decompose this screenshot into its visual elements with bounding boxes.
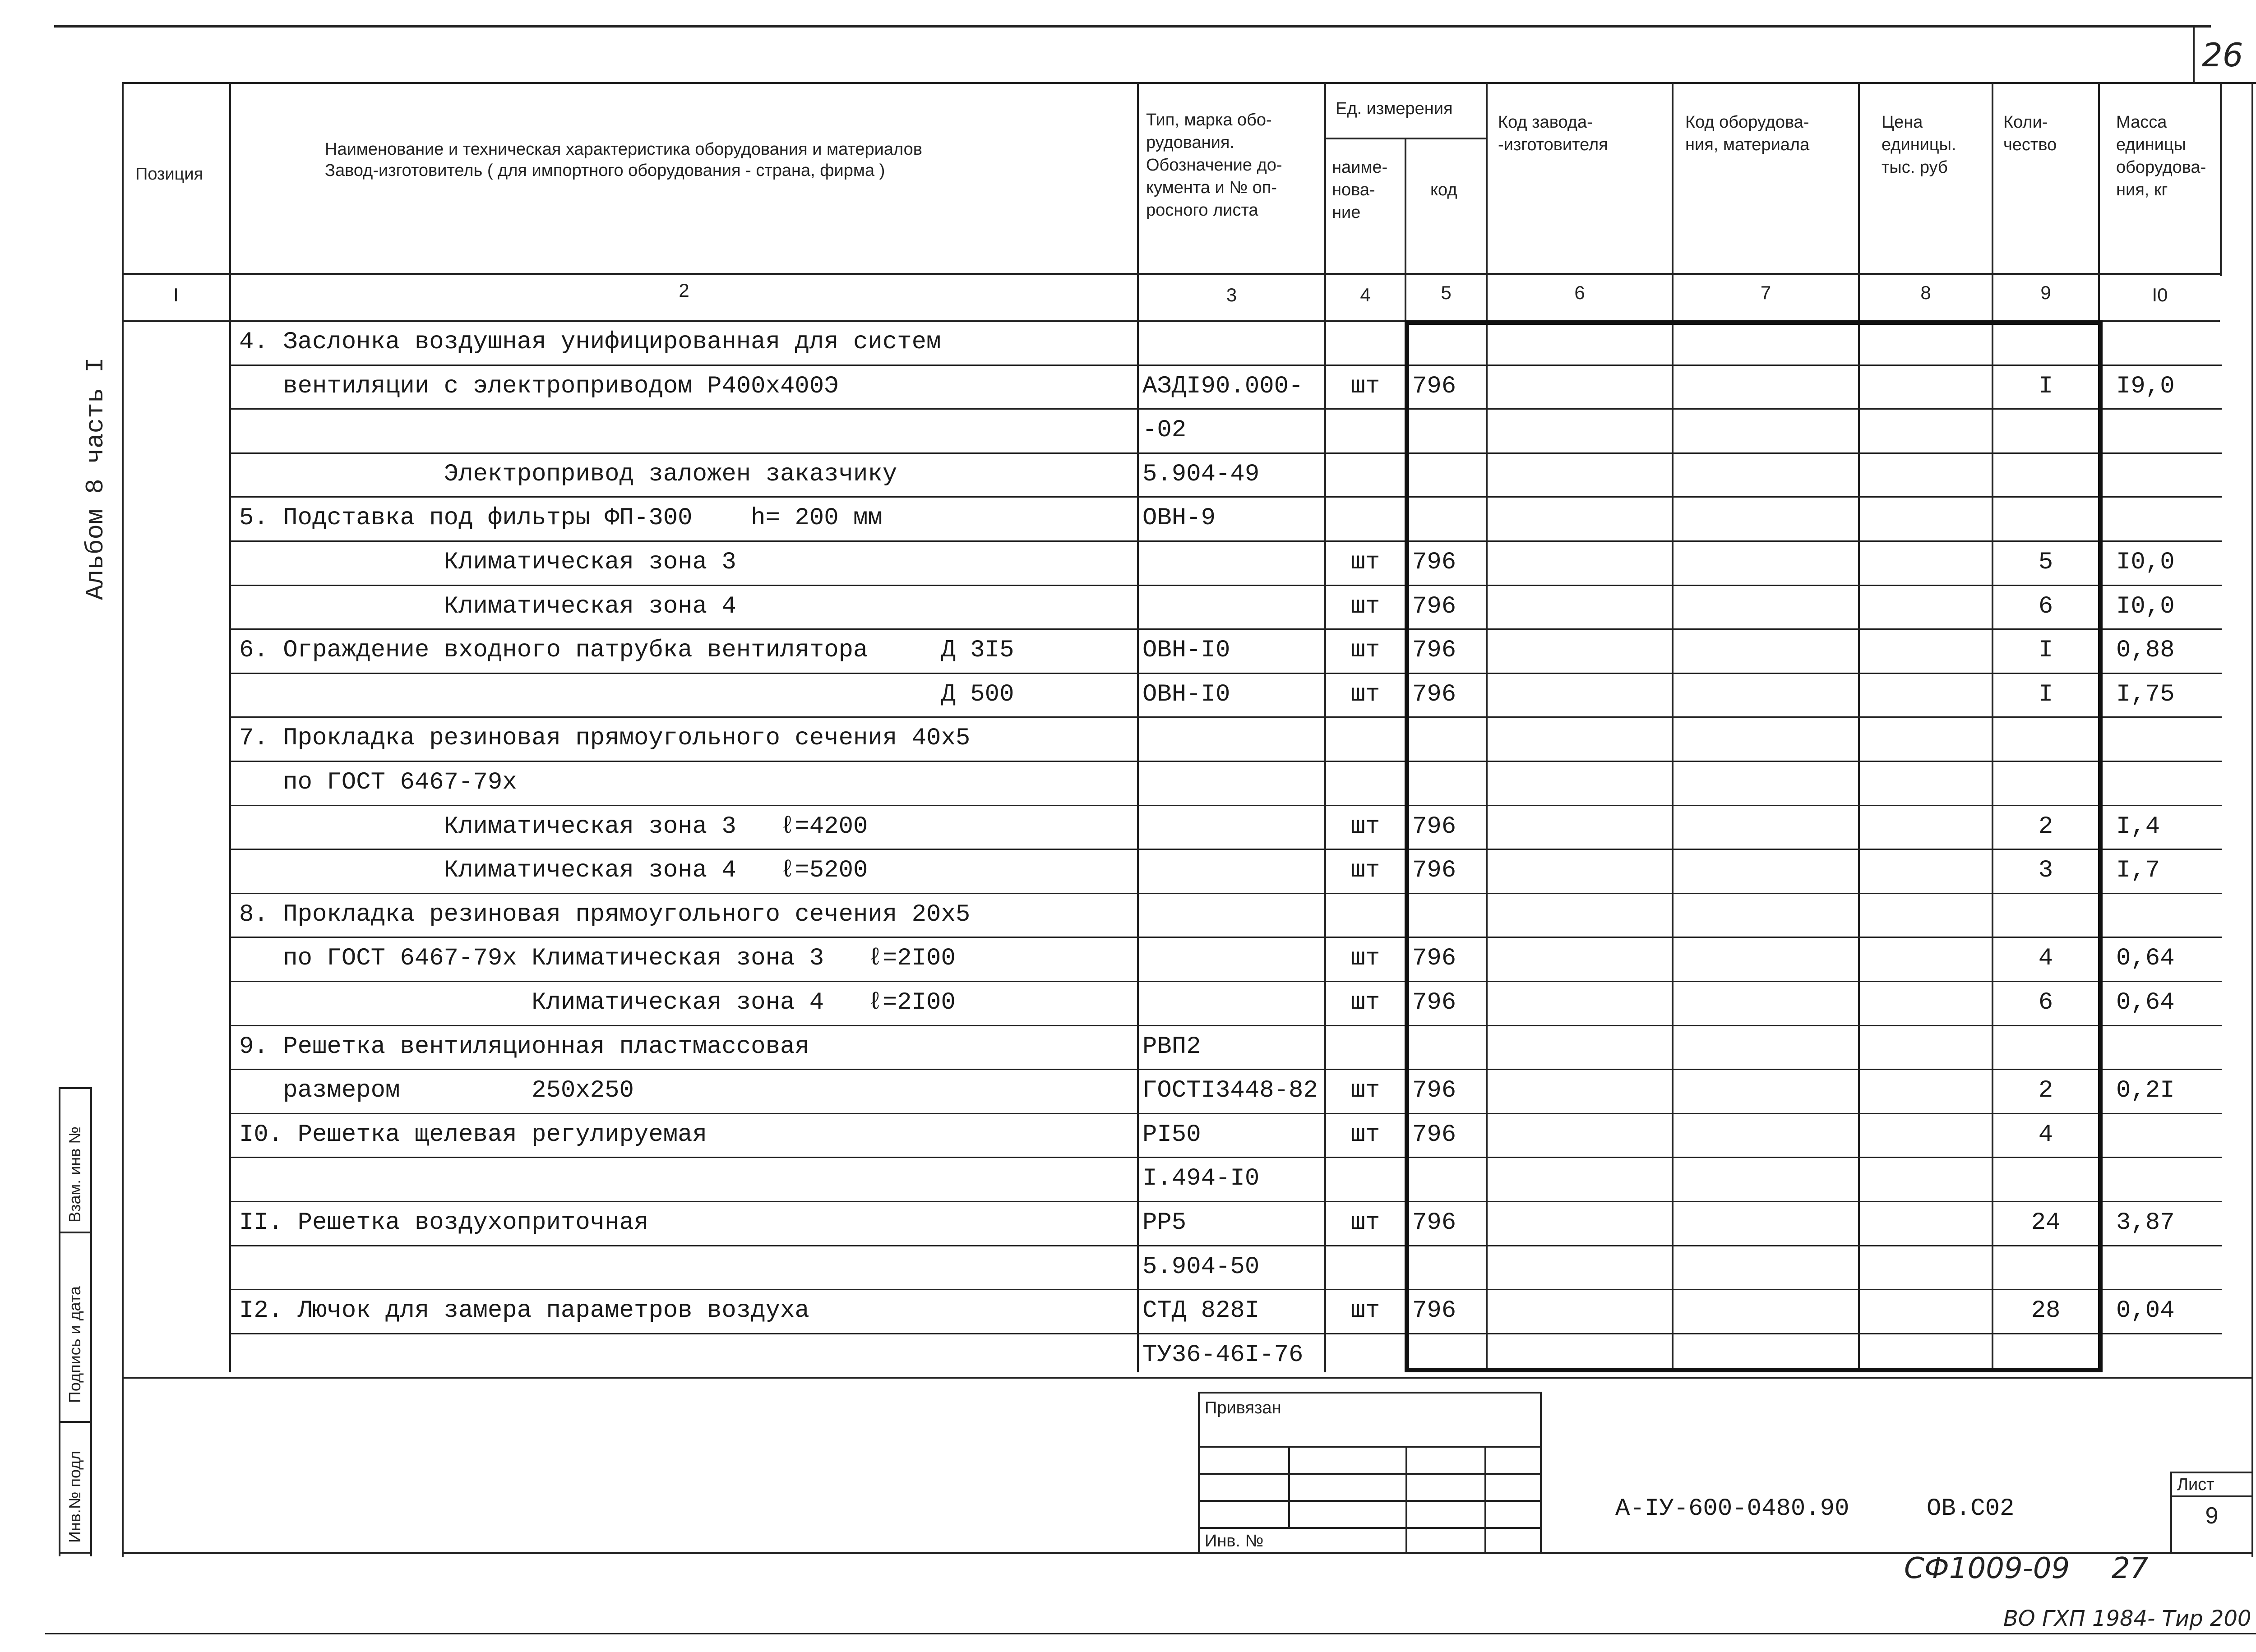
header-equip-l1: Код оборудова- <box>1685 113 1809 132</box>
cell-mass: 0,64 <box>2116 989 2175 1016</box>
colnum-8: 8 <box>1920 282 1931 303</box>
stamp-col3 <box>1484 1446 1486 1554</box>
header-unit-name-l3: ние <box>1332 203 1361 222</box>
colnum-9: 9 <box>2040 282 2051 303</box>
thick-box-right <box>2098 320 2103 1371</box>
col-divider-10 <box>2220 82 2222 276</box>
row-line <box>229 716 2222 718</box>
cell-unit: шт <box>1350 857 1380 885</box>
cell-type: 5.904-50 <box>1142 1253 1260 1281</box>
margin-strip-right <box>90 1087 92 1556</box>
cell-mass: I,4 <box>2116 812 2160 840</box>
colnum-3: 3 <box>1226 284 1237 305</box>
cell-name: Климатическая зона 3 <box>239 549 736 576</box>
thick-box-top <box>1405 320 2098 325</box>
colnum-10: I0 <box>2152 284 2168 305</box>
cell-qty: I <box>2038 372 2053 400</box>
cell-unit: шт <box>1350 1121 1380 1149</box>
header-mass-l4: ния, кг <box>2116 180 2168 199</box>
colnum-5: 5 <box>1441 282 1452 303</box>
cell-type: ОВН-I0 <box>1142 680 1230 708</box>
stamp-inv-no: Инв. № <box>1205 1532 1264 1550</box>
cell-name: 5. Подставка под фильтры ФП-300 h= 200 мм <box>239 504 883 532</box>
row-line <box>229 981 2222 982</box>
cell-type: I.494-I0 <box>1142 1165 1260 1193</box>
header-unit-name-l1: наиме- <box>1332 158 1388 177</box>
header-qty-l2: чество <box>2003 135 2057 154</box>
cell-type: РВП2 <box>1142 1033 1201 1061</box>
row-line <box>229 673 2222 674</box>
cell-unit: шт <box>1350 1297 1380 1325</box>
row-line <box>229 1025 2222 1026</box>
cell-qty: 2 <box>2038 1077 2053 1105</box>
cell-code: 796 <box>1412 857 1456 885</box>
cell-type: СТД 828I <box>1142 1297 1260 1325</box>
row-line <box>229 1069 2222 1070</box>
row-line <box>229 1157 2222 1158</box>
col-divider-6 <box>1672 82 1674 1372</box>
header-mass-l1: Масса <box>2116 113 2167 132</box>
cell-code: 796 <box>1412 549 1456 576</box>
cell-qty: 28 <box>2031 1297 2061 1325</box>
cell-type: ГОСТI3448-82 <box>1142 1077 1318 1105</box>
header-equip-l2: ния, материала <box>1685 135 1810 154</box>
cell-name: Климатическая зона 4 <box>239 592 736 620</box>
row-line <box>229 585 2222 586</box>
col-divider-1 <box>229 82 231 1372</box>
col-divider-2 <box>1137 82 1139 1372</box>
cell-code: 796 <box>1412 592 1456 620</box>
cell-code: 796 <box>1412 812 1456 840</box>
cell-name: I2. Лючок для замера параметров воздуха <box>239 1297 809 1325</box>
cell-unit: шт <box>1350 637 1380 664</box>
header-qty-l1: Коли- <box>2003 113 2048 132</box>
cell-code: 796 <box>1412 680 1456 708</box>
header-factory-l1: Код завода- <box>1498 113 1593 132</box>
cell-code: 796 <box>1412 945 1456 973</box>
right-border-line <box>2251 82 2253 1557</box>
cell-mass: I9,0 <box>2116 372 2175 400</box>
stamp-col2 <box>1405 1446 1407 1554</box>
stamp-row4 <box>1198 1527 1541 1529</box>
header-position: Позиция <box>135 165 203 184</box>
cell-type: ОВН-9 <box>1142 504 1216 532</box>
colnum-1: I <box>173 284 179 305</box>
cell-name: Д 500 <box>239 680 1014 708</box>
row-line <box>229 1289 2222 1290</box>
margin-strip-div1 <box>59 1232 92 1233</box>
header-type-l2: рудования. <box>1146 133 1234 152</box>
podpis-label: Подпись и дата <box>65 1286 84 1403</box>
header-unit-code: код <box>1430 180 1457 199</box>
cell-type: ТУ36-46I-76 <box>1142 1341 1304 1369</box>
cell-name: Климатическая зона 4 ℓ=5200 <box>239 857 868 885</box>
row-line <box>229 452 2222 454</box>
vzam-label: Взам. инв № <box>65 1126 84 1223</box>
row-line <box>229 1201 2222 1202</box>
col-divider-7 <box>1858 82 1860 1372</box>
header-type-l4: кумента и № оп- <box>1146 178 1277 197</box>
col-divider-3 <box>1324 82 1326 1372</box>
header-name-line1: Наименование и техническая характеристика оборудования и материалов <box>325 140 922 159</box>
cell-mass: 0,04 <box>2116 1297 2175 1325</box>
row-line <box>229 496 2222 498</box>
cell-mass: I,7 <box>2116 857 2160 885</box>
row-line <box>229 408 2222 410</box>
cell-unit: шт <box>1350 989 1380 1016</box>
table-bottom-line <box>122 1377 2251 1379</box>
cell-unit: шт <box>1350 1209 1380 1237</box>
cell-code: 796 <box>1412 637 1456 664</box>
cell-unit: шт <box>1350 372 1380 400</box>
cell-mass: I0,0 <box>2116 592 2175 620</box>
cell-name: Электропривод заложен заказчику <box>239 460 897 488</box>
row-line <box>229 540 2222 542</box>
header-type-l3: Обозначение до- <box>1146 156 1282 175</box>
stamp-privyazan: Привязан <box>1205 1398 1281 1417</box>
header-bottom-line <box>122 273 2220 275</box>
cell-code: 796 <box>1412 1297 1456 1325</box>
doc-code: А-IУ-600-0480.90 <box>1615 1495 1849 1523</box>
cell-mass: 0,2I <box>2116 1077 2175 1105</box>
corner-box-bottom <box>2193 82 2251 84</box>
row-line <box>229 1113 2222 1114</box>
cell-unit: шт <box>1350 680 1380 708</box>
cell-mass: I,75 <box>2116 680 2175 708</box>
cell-name: Климатическая зона 3 ℓ=4200 <box>239 812 868 840</box>
page-bottom-line <box>45 1633 2256 1634</box>
stamp-row2 <box>1198 1473 1541 1475</box>
cell-code: 796 <box>1412 989 1456 1016</box>
thick-box-left <box>1405 320 1409 1371</box>
cell-type: РI50 <box>1142 1121 1201 1149</box>
sheet-corner-number: 26 <box>2202 36 2243 74</box>
cell-type: -02 <box>1142 416 1187 444</box>
stamp-col1 <box>1288 1446 1290 1527</box>
col-divider-8 <box>1992 82 1993 1372</box>
row-line <box>229 761 2222 762</box>
header-type-l1: Тип, марка обо- <box>1146 111 1272 129</box>
row-line <box>229 365 2222 366</box>
cell-name: вентиляции с электроприводом Р400х400Э <box>239 372 839 400</box>
cell-name: 7. Прокладка резиновая прямоугольного сечения 40х5 <box>239 724 971 752</box>
header-name-line2: Завод-изготовитель ( для импортного оборудования - страна, фирма ) <box>325 161 885 180</box>
cell-name: 6. Ограждение входного патрубка вентилятора Д 3I5 <box>239 637 1014 664</box>
cell-qty: 6 <box>2038 592 2053 620</box>
cell-type: РР5 <box>1142 1209 1187 1237</box>
cell-qty: 6 <box>2038 989 2053 1016</box>
margin-strip-top <box>59 1087 92 1089</box>
list-number: 9 <box>2205 1503 2219 1529</box>
stamp-top <box>1198 1392 1541 1394</box>
table-top-line <box>122 82 2256 84</box>
margin-strip-left <box>59 1087 60 1556</box>
stamp-row3 <box>1198 1500 1541 1502</box>
cell-code: 796 <box>1412 372 1456 400</box>
header-factory-l2: -изготовителя <box>1498 135 1608 154</box>
cell-code: 796 <box>1412 1077 1456 1105</box>
row-line <box>229 893 2222 894</box>
col-divider-5 <box>1486 82 1488 1372</box>
cell-qty: 2 <box>2038 812 2053 840</box>
cell-unit: шт <box>1350 592 1380 620</box>
cell-mass: I0,0 <box>2116 549 2175 576</box>
colnum-7: 7 <box>1760 282 1771 303</box>
cell-unit: шт <box>1350 549 1380 576</box>
cell-name: по ГОСТ 6467-79х <box>239 769 517 796</box>
colnum-2: 2 <box>679 280 689 301</box>
header-mass-l2: единицы <box>2116 135 2186 154</box>
cell-qty: 3 <box>2038 857 2053 885</box>
colnum-4: 4 <box>1360 284 1371 305</box>
cell-code: 796 <box>1412 1209 1456 1237</box>
cell-name: размером 250х250 <box>239 1077 634 1105</box>
header-type-l5: росного листа <box>1146 201 1258 220</box>
cell-code: 796 <box>1412 1121 1456 1149</box>
row-line <box>229 937 2222 938</box>
cell-name: Климатическая зона 4 ℓ=2I00 <box>239 989 956 1016</box>
row-line <box>229 628 2222 630</box>
unit-subheader-line <box>1324 138 1486 139</box>
thick-box-bottom <box>1405 1368 2103 1372</box>
cell-unit: шт <box>1350 812 1380 840</box>
cell-unit: шт <box>1350 945 1380 973</box>
row-line <box>229 1333 2222 1334</box>
cell-mass: 3,87 <box>2116 1209 2175 1237</box>
header-price-l3: тыс. руб <box>1882 158 1948 177</box>
margin-strip-div2 <box>59 1421 92 1423</box>
header-mass-l3: оборудова- <box>2116 158 2206 177</box>
cell-unit: шт <box>1350 1077 1380 1105</box>
cell-mass: 0,88 <box>2116 637 2175 664</box>
cell-name: по ГОСТ 6467-79х Климатическая зона 3 ℓ=2I00 <box>239 945 956 973</box>
margin-strip-bottom <box>59 1552 92 1554</box>
inv-label: Инв.№ подл <box>65 1450 84 1543</box>
cell-name: II. Решетка воздухоприточная <box>239 1209 649 1237</box>
colnum-6: 6 <box>1574 282 1585 303</box>
cell-qty: 5 <box>2038 549 2053 576</box>
cell-qty: 4 <box>2038 945 2053 973</box>
row-line <box>229 849 2222 850</box>
cell-mass: 0,64 <box>2116 945 2175 973</box>
cell-type: ОВН-I0 <box>1142 637 1230 664</box>
header-price-l2: единицы. <box>1882 135 1956 154</box>
doc-mark: ОВ.С02 <box>1927 1495 2015 1523</box>
album-label: Альбом 8 часть I <box>81 357 110 600</box>
cell-type: 5.904-49 <box>1142 460 1260 488</box>
cell-name: 8. Прокладка резиновая прямоугольного сечения 20х5 <box>239 900 971 928</box>
bottom-note: ВО ГХП 1984- Тир 200 <box>2003 1606 2251 1631</box>
cell-name: I0. Решетка щелевая регулируемая <box>239 1121 707 1149</box>
row-line <box>229 805 2222 806</box>
corner-box-left <box>2193 25 2195 84</box>
cell-qty: I <box>2038 680 2053 708</box>
cell-qty: I <box>2038 637 2053 664</box>
cell-name: 4. Заслонка воздушная унифицированная для систем <box>239 328 941 356</box>
stamp-row1 <box>1198 1446 1541 1448</box>
header-unit: Ед. измерения <box>1336 99 1453 118</box>
cell-qty: 24 <box>2031 1209 2061 1237</box>
cell-name: 9. Решетка вентиляционная пластмассовая <box>239 1033 809 1061</box>
cell-type: АЗДI90.000- <box>1142 372 1304 400</box>
archive-num: 27 <box>2112 1552 2149 1585</box>
archive-code: СФ1009-09 <box>1904 1552 2070 1585</box>
top-border-line <box>54 25 2211 28</box>
list-label: Лист <box>2177 1475 2214 1494</box>
cell-qty: 4 <box>2038 1121 2053 1149</box>
row-line <box>229 1245 2222 1246</box>
header-unit-name-l2: нова- <box>1332 180 1375 199</box>
header-price-l1: Цена <box>1882 113 1923 132</box>
